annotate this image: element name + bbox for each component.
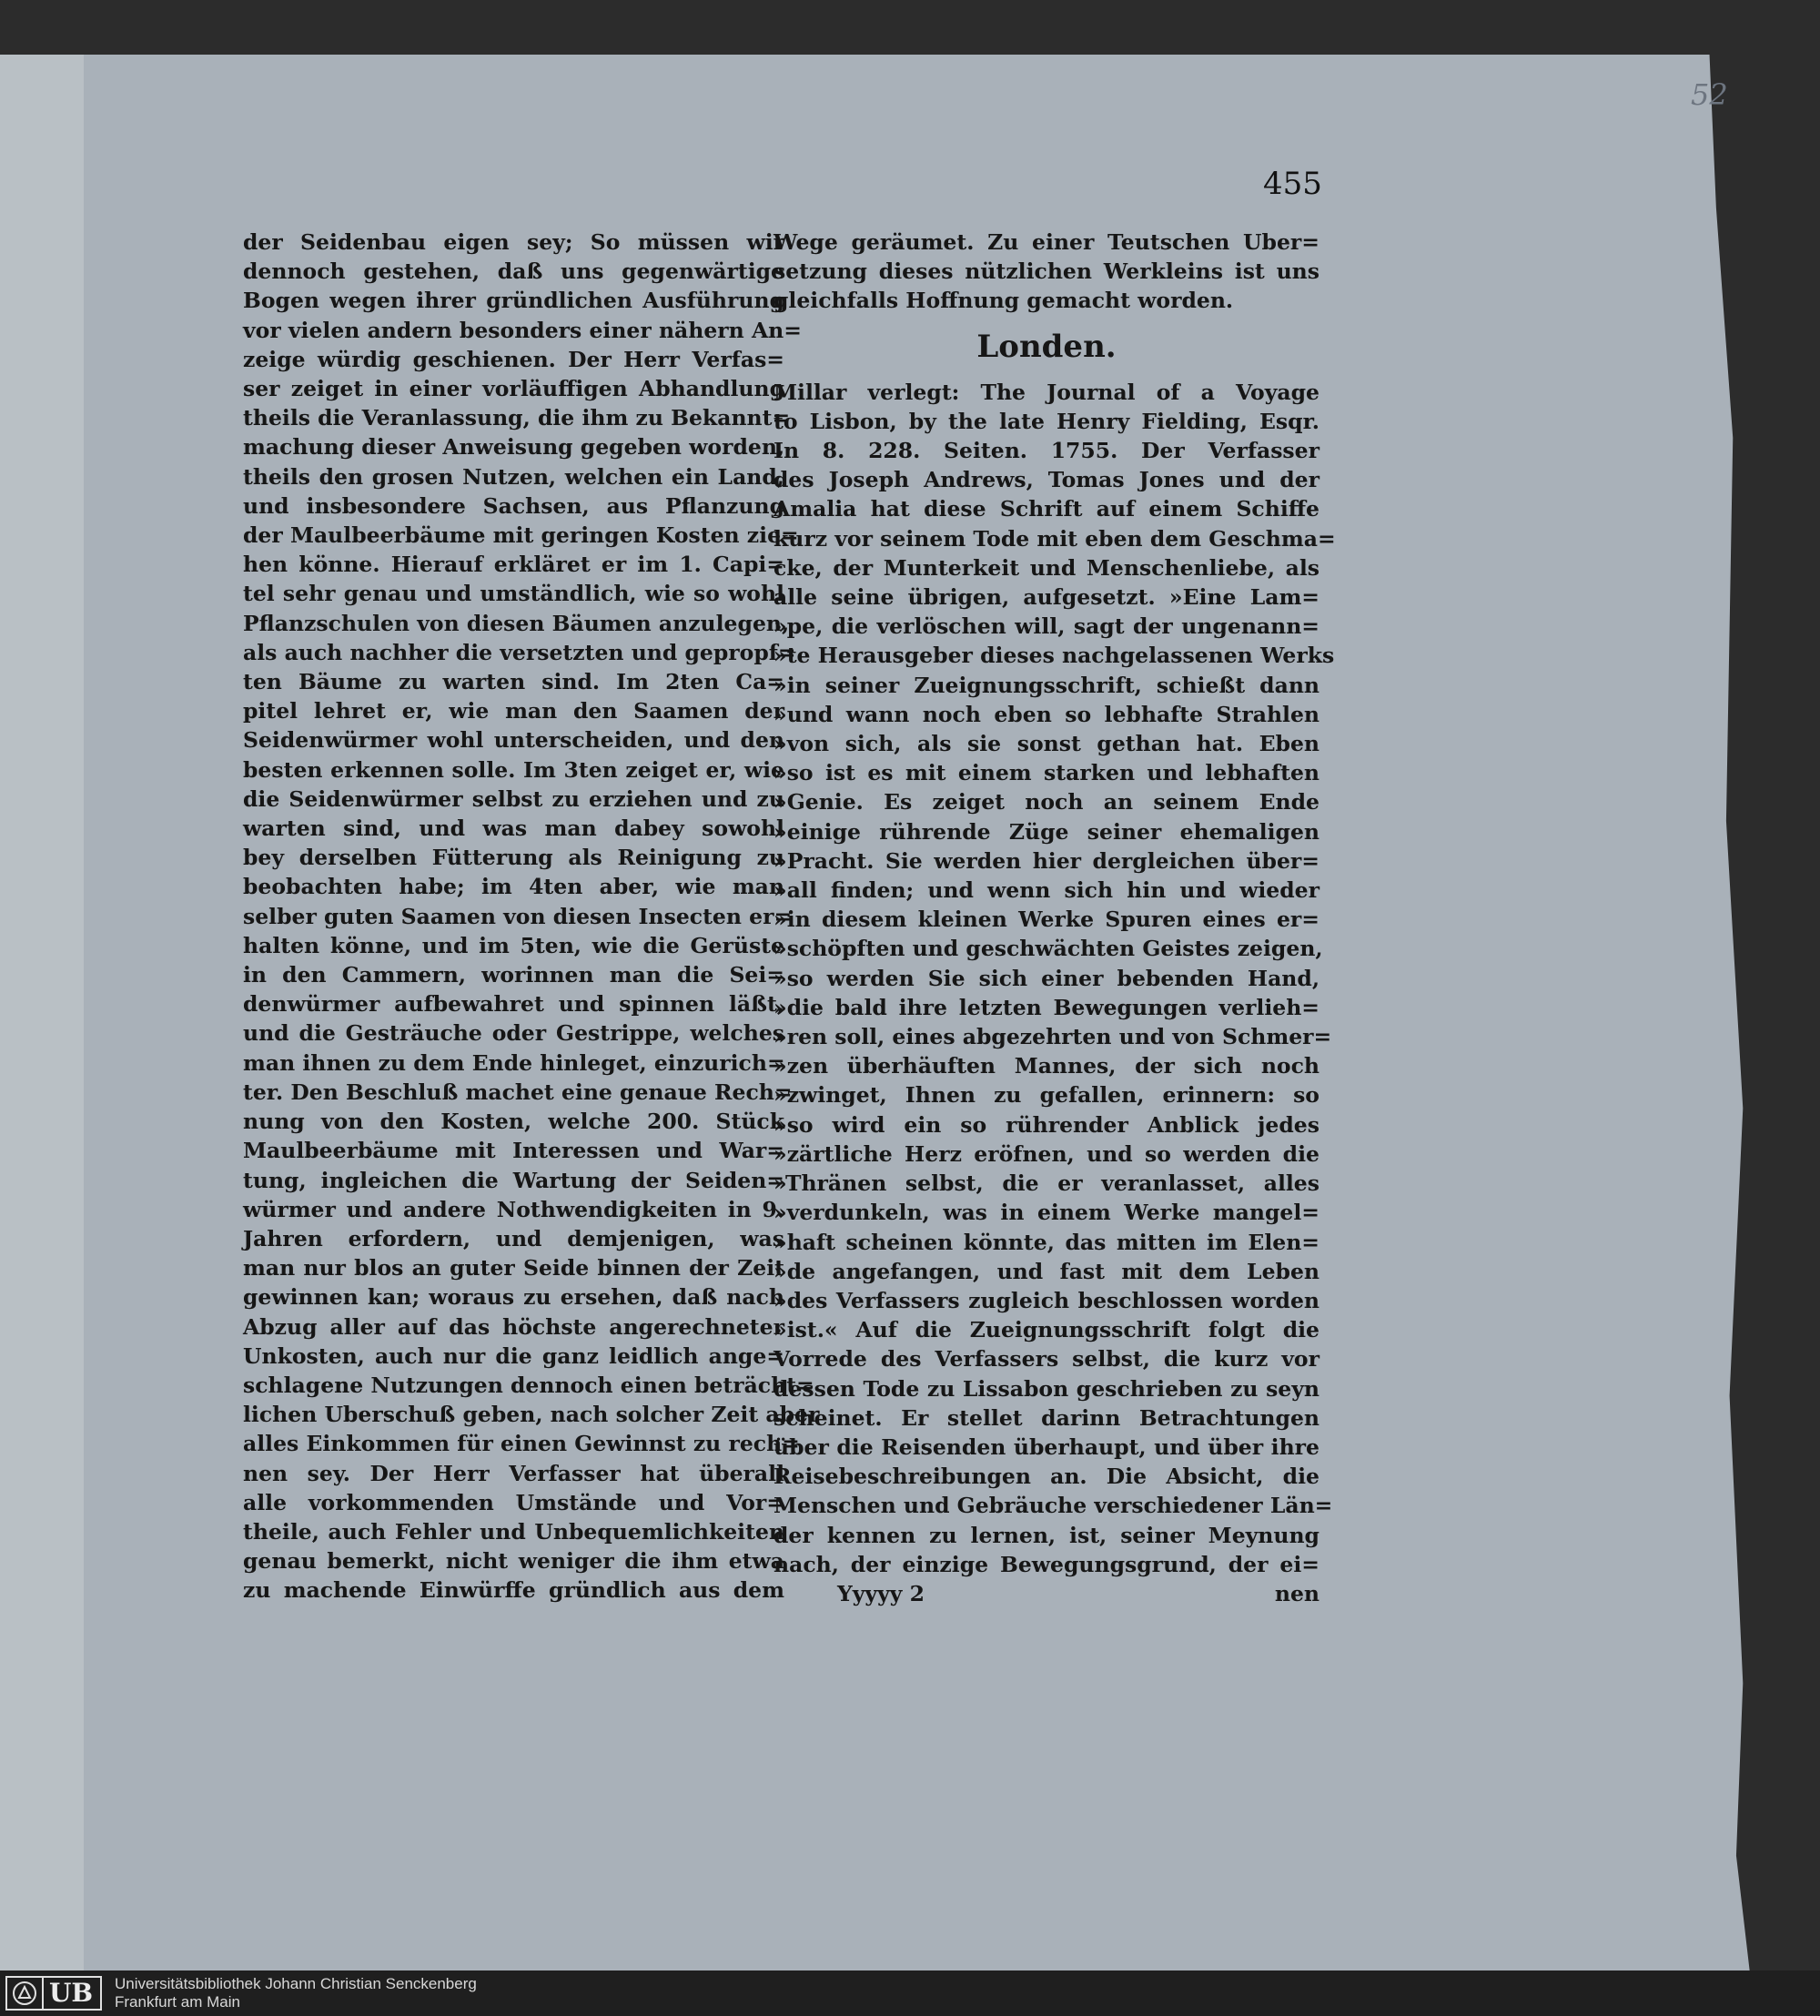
- text-line: als auch nachher die versetzten und gepropf=: [243, 639, 796, 665]
- logo-text: UB: [42, 1978, 93, 2009]
- text-line: theile, auch Fehler und Unbequemlichkeiten: [243, 1518, 784, 1545]
- text-line: scheinet. Er stellet darinn Betrachtungen: [774, 1404, 1320, 1431]
- library-emblem-icon: [7, 1978, 42, 2009]
- text-line: die Seidenwürmer selbst zu erziehen und zu: [243, 785, 784, 812]
- text-line: Maulbeerbäume mit Interessen und War=: [243, 1138, 784, 1164]
- text-line: Seidenwürmer wohl unterscheiden, und den: [243, 727, 784, 754]
- text-line: der kennen zu lernen, ist, seiner Meynung: [774, 1522, 1320, 1548]
- text-line: besten erkennen solle. Im 3ten zeiget er, wie: [243, 756, 784, 783]
- text-line: vor vielen andern besonders einer nähern An=: [243, 317, 802, 343]
- institution-line: Frankfurt am Main: [115, 1993, 240, 2011]
- text-line: halten könne, und im 5ten, wie die Gerüste: [243, 932, 784, 958]
- text-line: Menschen und Gebräuche verschiedener Län=: [774, 1493, 1333, 1519]
- text-line: »einige rührende Züge seiner ehemaligen: [774, 818, 1320, 845]
- text-line: kurz vor seinem Tode mit eben dem Geschma=: [774, 525, 1336, 552]
- text-line: des Joseph Andrews, Tomas Jones und der: [774, 467, 1320, 493]
- text-line: »zärtliche Herz eröfnen, und so werden die: [774, 1140, 1320, 1167]
- text-line: »ist.« Auf die Zueignungsschrift folgt die: [774, 1317, 1320, 1343]
- text-line: nen sey. Der Herr Verfasser hat überall: [243, 1460, 784, 1486]
- text-line: »de angefangen, und fast mit dem Leben: [774, 1258, 1320, 1284]
- text-line: nach, der einzige Bewegungsgrund, der ei=: [774, 1551, 1320, 1577]
- text-line: ten Bäume zu warten sind. Im 2ten Ca=: [243, 669, 784, 695]
- text-line: »Genie. Es zeiget noch an seinem Ende: [774, 789, 1320, 816]
- library-footer: [0, 1970, 1820, 2016]
- text-line: to Lisbon, by the late Henry Fielding, Esqr.: [774, 408, 1320, 434]
- text-line: setzung dieses nützlichen Werkleins ist uns: [774, 258, 1320, 285]
- text-line: lichen Uberschuß geben, nach solcher Zeit aber: [243, 1402, 820, 1428]
- text-line: »Pracht. Sie werden hier dergleichen über=: [774, 847, 1320, 874]
- text-line: Unkosten, auch nur die ganz leidlich ange=: [243, 1342, 784, 1369]
- text-line: tel sehr genau und umständlich, wie so wohl: [243, 581, 784, 607]
- previous-page-edge: [0, 55, 84, 1970]
- text-line: ser zeiget in einer vorläuffigen Abhandlung: [243, 376, 784, 402]
- institution-line: Universitätsbibliothek Johann Christian Senckenberg: [115, 1975, 477, 1992]
- text-line: warten sind, und was man dabey sowohl: [243, 816, 784, 842]
- text-line: cke, der Munterkeit und Menschenliebe, als: [774, 554, 1320, 581]
- signature-mark: Yyyyy 2: [837, 1580, 925, 1606]
- text-line: schlagene Nutzungen dennoch einen beträcht=: [243, 1372, 814, 1398]
- text-line: alle seine übrigen, aufgesetzt. »Eine Lam=: [774, 584, 1320, 611]
- text-line: In 8. 228. Seiten. 1755. Der Verfasser: [774, 438, 1320, 464]
- text-line: »in diesem kleinen Werke Spuren eines er=: [774, 907, 1320, 933]
- right-column: [774, 228, 1336, 1608]
- section-heading: Londen.: [976, 328, 1117, 365]
- text-line: selber guten Saamen von diesen Insecten er=: [243, 903, 793, 929]
- text-line: nung von den Kosten, welche 200. Stück: [243, 1109, 784, 1135]
- text-line: Vorrede des Verfassers selbst, die kurz vor: [774, 1346, 1320, 1373]
- text-line: theils den grosen Nutzen, welchen ein Land,: [243, 463, 784, 490]
- text-line: »so wird ein so rührender Anblick jedes: [774, 1111, 1320, 1138]
- text-line: in den Cammern, worinnen man die Sei=: [243, 962, 784, 988]
- text-line: gleichfalls Hoffnung gemacht worden.: [774, 288, 1234, 314]
- text-line: machung dieser Anweisung gegeben worden,: [243, 434, 785, 461]
- text-line: »von sich, als sie sonst gethan hat. Eben: [774, 731, 1320, 757]
- text-line: »und wann noch eben so lebhafte Strahlen: [774, 701, 1320, 727]
- text-line: und insbesondere Sachsen, aus Pflanzung: [243, 492, 784, 519]
- text-line: Bogen wegen ihrer gründlichen Ausführung: [243, 288, 784, 314]
- text-line: alle vorkommenden Umstände und Vor=: [243, 1489, 784, 1515]
- text-line: Reisebeschreibungen an. Die Absicht, die: [774, 1464, 1320, 1490]
- library-logo[interactable]: [5, 1976, 102, 2011]
- text-line: dennoch gestehen, daß uns gegenwärtige: [243, 258, 784, 285]
- text-line: »so werden Sie sich einer bebenden Hand,: [774, 965, 1320, 991]
- text-line: Jahren erfordern, und demjenigen, was: [243, 1225, 784, 1251]
- text-line: »te Herausgeber dieses nachgelassenen Werks: [774, 643, 1335, 669]
- text-line: »die bald ihre letzten Bewegungen verlieh=: [774, 994, 1320, 1020]
- text-line: Abzug aller auf das höchste angerechneter: [243, 1313, 784, 1340]
- text-line: hen könne. Hierauf erkläret er im 1. Capi=: [243, 552, 784, 578]
- text-line: man nur blos an guter Seide binnen der Zeit: [243, 1255, 784, 1282]
- text-line: tung, ingleichen die Wartung der Seiden=: [243, 1167, 784, 1193]
- text-line: über die Reisenden überhaupt, und über ihre: [774, 1433, 1320, 1460]
- text-line: zu machende Einwürffe gründlich aus dem: [243, 1577, 784, 1604]
- text-line: alles Einkommen für einen Gewinnst zu rech=: [243, 1431, 800, 1457]
- signature-line: [774, 1579, 1320, 1608]
- catchword: nen: [1274, 1580, 1320, 1606]
- text-line: Pflanzschulen von diesen Bäumen anzulegen,: [243, 610, 790, 636]
- text-line: »pe, die verlöschen will, sagt der ungenann=: [774, 613, 1320, 640]
- text-line: genau bemerkt, nicht weniger die ihm etwa: [243, 1548, 784, 1575]
- text-line: Wege geräumet. Zu einer Teutschen Uber=: [774, 229, 1320, 255]
- text-line: »so ist es mit einem starken und lebhaften: [774, 760, 1320, 786]
- text-line: »haft scheinen könnte, das mitten im Elen=: [774, 1229, 1320, 1255]
- text-line: »in seiner Zueignungsschrift, schießt dann: [774, 672, 1320, 698]
- text-line: »ren soll, eines abgezehrten und von Schmer=: [774, 1024, 1332, 1050]
- text-line: »Thränen selbst, die er veranlasset, alles: [774, 1170, 1320, 1197]
- text-line: zeige würdig geschienen. Der Herr Verfas=: [243, 346, 784, 372]
- text-line: Amalia hat diese Schrift auf einem Schiffe: [774, 496, 1320, 522]
- text-line: würmer und andere Nothwendigkeiten in 9.: [243, 1196, 784, 1222]
- text-line: »zwinget, Ihnen zu gefallen, erinnern: so: [774, 1082, 1320, 1109]
- text-line: und die Gesträuche oder Gestrippe, welches: [243, 1020, 784, 1047]
- text-line: dessen Tode zu Lissabon geschrieben zu seyn: [774, 1375, 1320, 1402]
- text-line: man ihnen zu dem Ende hinleget, einzurich=: [243, 1049, 785, 1076]
- text-line: beobachten habe; im 4ten aber, wie man: [243, 874, 784, 900]
- text-line: »des Verfassers zugleich beschlossen worden: [774, 1287, 1320, 1313]
- text-line: ter. Den Beschluß machet eine genaue Rech=: [243, 1079, 793, 1105]
- text-line: theils die Veranlassung, die ihm zu Bekannt=: [243, 405, 791, 431]
- page-number: 455: [1263, 166, 1322, 202]
- text-line: »all finden; und wenn sich hin und wieder: [774, 877, 1320, 904]
- text-line: pitel lehret er, wie man den Saamen der: [243, 698, 784, 724]
- text-line: Millar verlegt: The Journal of a Voyage: [774, 379, 1320, 405]
- text-line: der Maulbeerbäume mit geringen Kosten zie=: [243, 522, 799, 549]
- text-line: »verdunkeln, was in einem Werke mangel=: [774, 1200, 1320, 1226]
- left-column: [243, 228, 820, 1606]
- text-line: »zen überhäuften Mannes, der sich noch: [774, 1053, 1320, 1079]
- text-line: »schöpften und geschwächten Geistes zeigen,: [774, 936, 1323, 962]
- pencil-page-number: 52: [1691, 77, 1728, 112]
- text-line: gewinnen kan; woraus zu ersehen, daß nach: [243, 1284, 784, 1311]
- institution-name: [115, 1975, 477, 2011]
- text-line: der Seidenbau eigen sey; So müssen wir: [243, 229, 784, 255]
- text-line: bey derselben Fütterung als Reinigung zu: [243, 845, 784, 871]
- text-line: denwürmer aufbewahret und spinnen läßt,: [243, 991, 784, 1018]
